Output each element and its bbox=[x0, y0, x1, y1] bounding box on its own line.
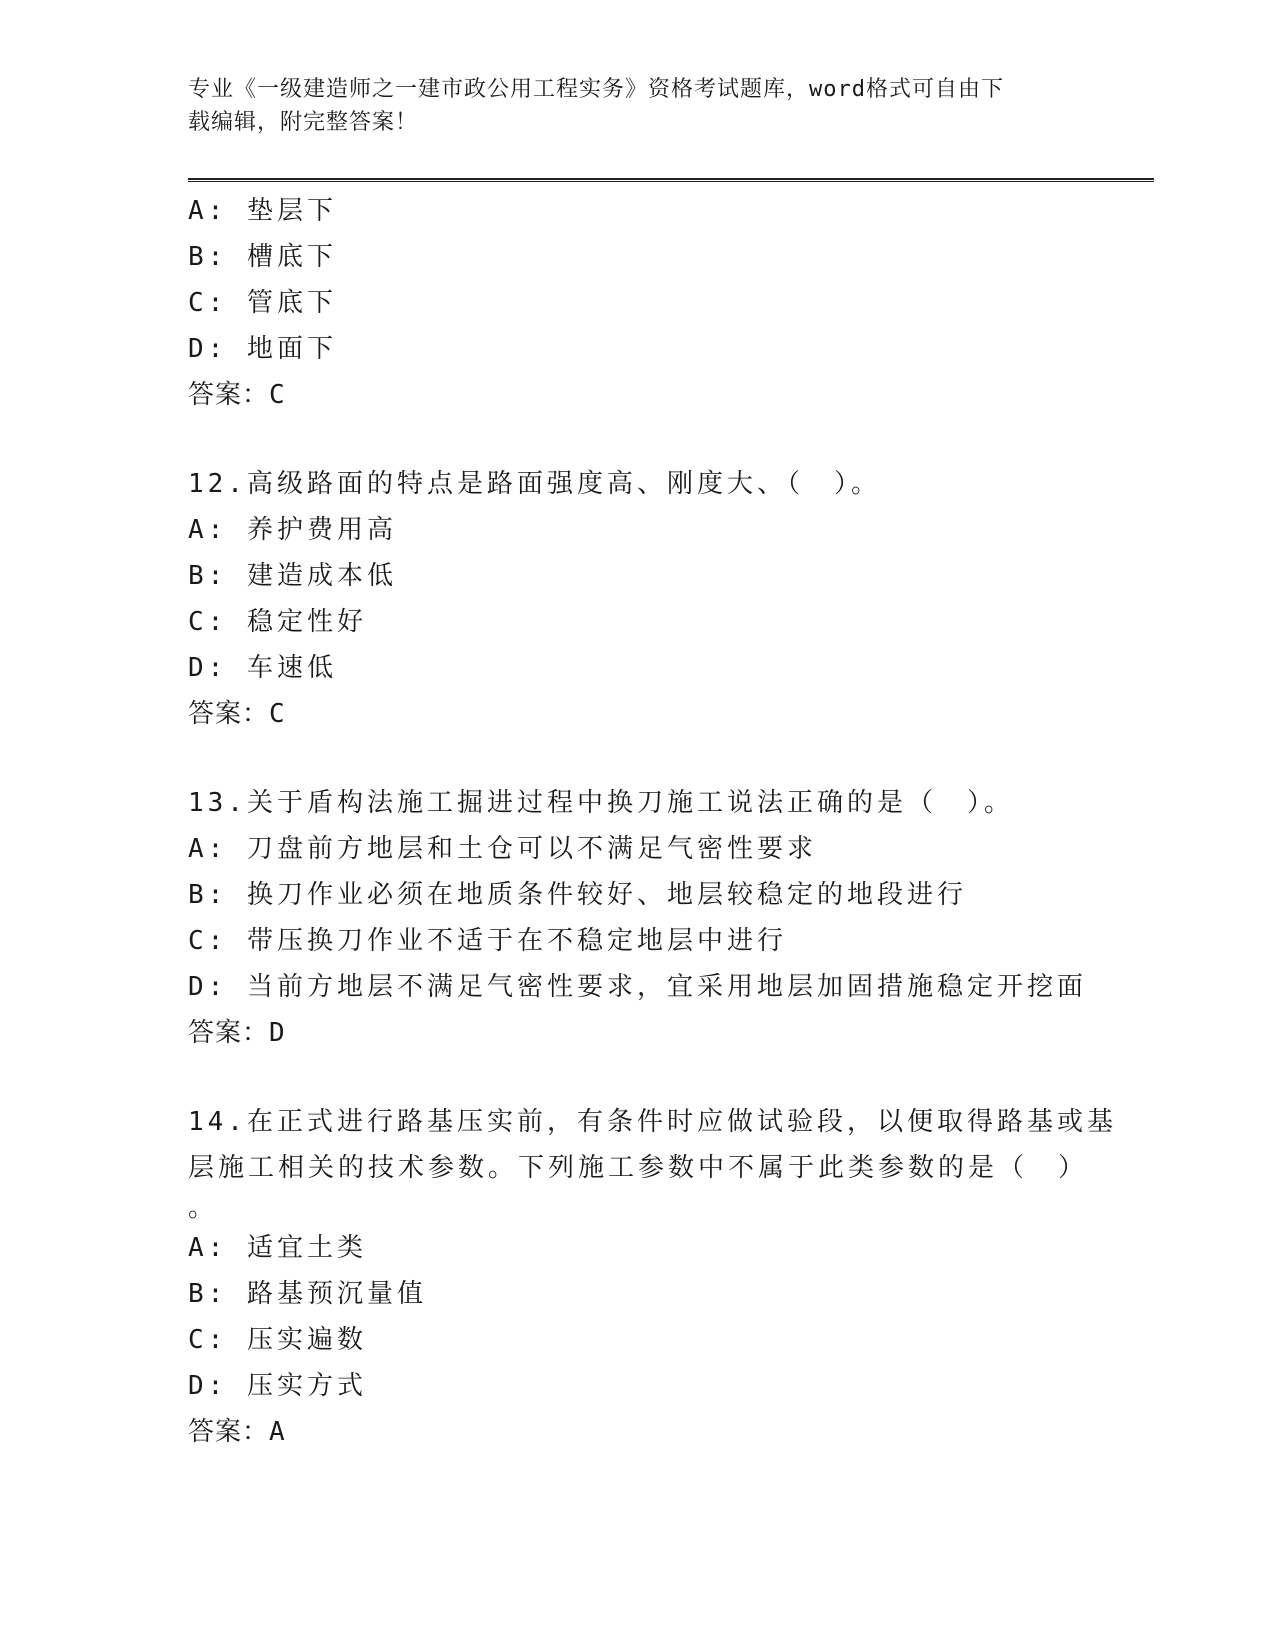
question-12 bbox=[188, 461, 1088, 737]
answer-line bbox=[188, 691, 1088, 737]
option-d: D: 当前方地层不满足气密性要求，宜采用地层加固措施稳定开挖面 bbox=[188, 972, 1087, 1002]
question-title: 13.关于盾构法施工掘进过程中换刀施工说法正确的是（ ）。 bbox=[188, 788, 1014, 818]
option-c: C: 带压换刀作业不适于在不稳定地层中进行 bbox=[188, 926, 787, 956]
option-b: B: 建造成本低 bbox=[188, 561, 397, 591]
answer-value: C bbox=[269, 380, 286, 410]
option-a: A: 垫层下 bbox=[188, 196, 337, 226]
option-b: B: 路基预沉量值 bbox=[188, 1279, 427, 1309]
question-title bbox=[188, 1099, 1117, 1225]
option-d: D: 压实方式 bbox=[188, 1371, 367, 1401]
answer-line bbox=[188, 1409, 1088, 1455]
question-title: 12.高级路面的特点是路面强度高、刚度大、（ ）。 bbox=[188, 469, 881, 499]
answer-value: D bbox=[269, 1018, 286, 1048]
answer-label: 答案： bbox=[188, 1417, 270, 1447]
option-a: A: 刀盘前方地层和土仓可以不满足气密性要求 bbox=[188, 834, 817, 864]
header-line-2: 载编辑，附完整答案！ bbox=[188, 110, 419, 135]
option-d: D: 车速低 bbox=[188, 653, 337, 683]
answer-line bbox=[188, 372, 1088, 418]
option-b: B: 换刀作业必须在地质条件较好、地层较稳定的地段进行 bbox=[188, 880, 967, 910]
option-a: A: 养护费用高 bbox=[188, 515, 397, 545]
answer-label: 答案： bbox=[188, 380, 270, 410]
answer-label: 答案： bbox=[188, 1018, 270, 1048]
option-c: C: 管底下 bbox=[188, 288, 337, 318]
answer-value: A bbox=[269, 1417, 286, 1447]
header-line-1: 专业《一级建造师之一建市政公用工程实务》资格考试题库，word格式可自由下 bbox=[188, 77, 1004, 102]
question-11-partial bbox=[188, 188, 1088, 418]
answer-line bbox=[188, 1010, 1088, 1056]
option-d: D: 地面下 bbox=[188, 334, 337, 364]
option-c: C: 稳定性好 bbox=[188, 607, 367, 637]
question-14 bbox=[188, 1099, 1117, 1455]
answer-value: C bbox=[269, 699, 286, 729]
answer-label: 答案： bbox=[188, 699, 270, 729]
question-title-line-1: 14.在正式进行路基压实前，有条件时应做试验段，以便取得路基或基 bbox=[188, 1107, 1117, 1137]
document-header bbox=[188, 73, 1088, 139]
option-b: B: 槽底下 bbox=[188, 242, 337, 272]
question-title-line-2: 层施工相关的技术参数。下列施工参数中不属于此类参数的是（ ） bbox=[188, 1153, 1089, 1183]
option-c: C: 压实遍数 bbox=[188, 1325, 367, 1355]
question-13 bbox=[188, 780, 1088, 1056]
header-divider bbox=[188, 178, 1154, 182]
question-title-line-3: 。 bbox=[188, 1193, 219, 1223]
question-list bbox=[188, 188, 1117, 1498]
option-a: A: 适宜土类 bbox=[188, 1233, 367, 1263]
